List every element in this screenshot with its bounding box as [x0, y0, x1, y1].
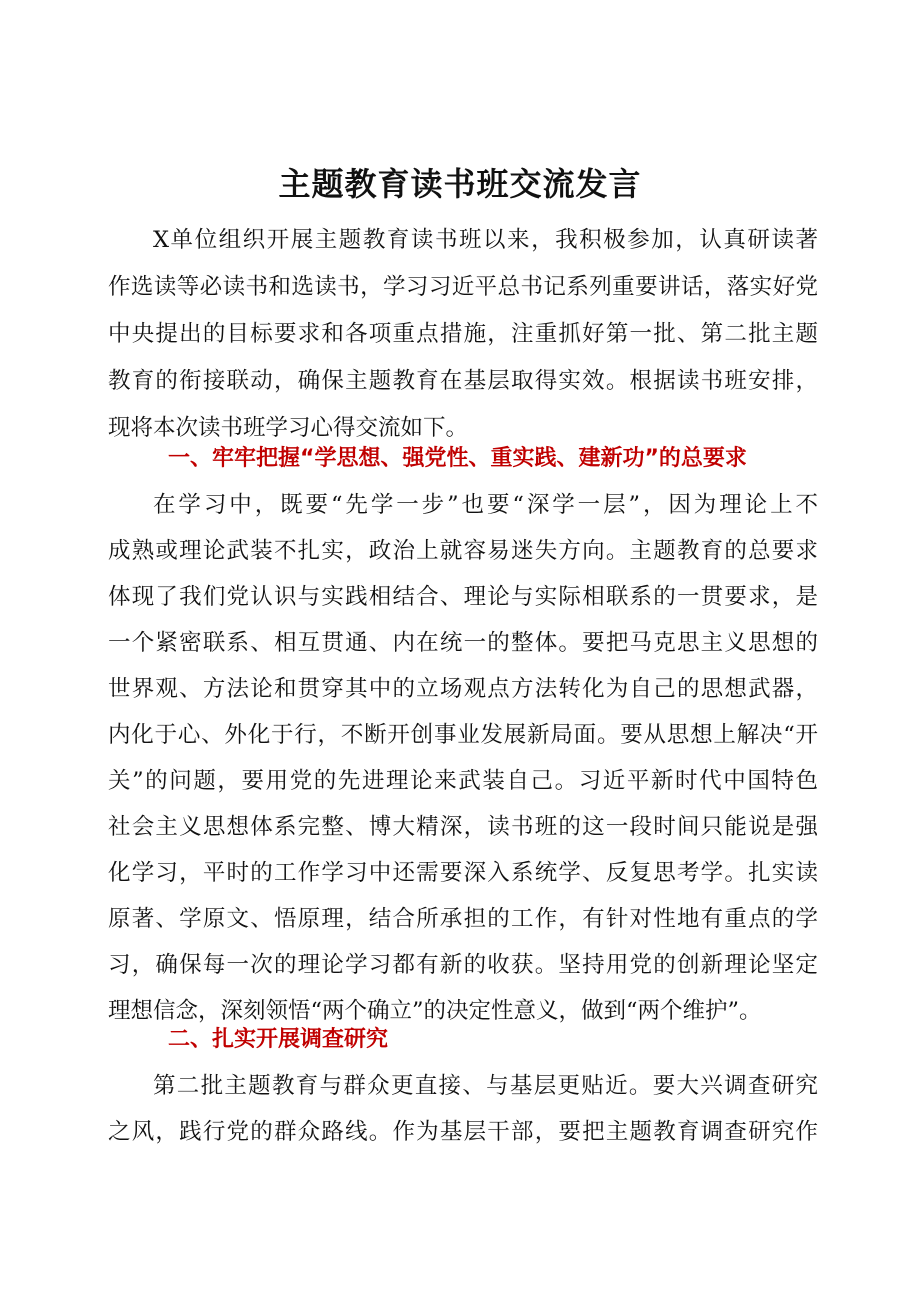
- section-2-paragraph-line: 之风，践行党的群众路线。作为基层干部，要把主题教育调查研究作: [108, 1119, 818, 1145]
- section-1-paragraph-line: 社会主义思想体系完整、博大精深，读书班的这一段时间只能说是强: [108, 814, 818, 840]
- intro-paragraph-line: 现将本次读书班学习心得交流如下。: [108, 415, 469, 441]
- section-2-heading: 二、扎实开展调查研究: [168, 1027, 389, 1052]
- section-1-paragraph-line: 化学习，平时的工作学习中还需要深入系统学、反复思考学。扎实读: [108, 860, 818, 886]
- intro-paragraph-line: X单位组织开展主题教育读书班以来，我积极参加，认真研读著: [153, 227, 818, 253]
- section-1-paragraph-line: 习，确保每一次的理论学习都有新的收获。坚持用党的创新理论坚定: [108, 952, 818, 978]
- section-1-paragraph-line: 成熟或理论武装不扎实，政治上就容易迷失方向。主题教育的总要求: [108, 538, 818, 564]
- section-1-paragraph-line: 理想信念，深刻领悟“两个确立”的决定性意义，做到“两个维护”。: [108, 998, 762, 1024]
- section-1-heading: 一、牢牢把握“学思想、强党性、重实践、建新功”的总要求: [168, 446, 747, 471]
- section-1-paragraph-line: 原著、学原文、悟原理，结合所承担的工作，有针对性地有重点的学: [108, 906, 818, 932]
- section-1-paragraph-line: 在学习中，既要“先学一步”也要“深学一层”，因为理论上不: [153, 492, 818, 518]
- intro-paragraph-line: 中央提出的目标要求和各项重点措施，注重抓好第一批、第二批主题: [108, 321, 818, 347]
- section-1-paragraph-line: 关”的问题，要用党的先进理论来武装自己。习近平新时代中国特色: [108, 768, 818, 794]
- section-1-paragraph-line: 世界观、方法论和贯穿其中的立场观点方法转化为自己的思想武器，: [108, 676, 818, 702]
- intro-paragraph-line: 作选读等必读书和选读书，学习习近平总书记系列重要讲话，落实好党: [108, 274, 818, 300]
- section-1-paragraph-line: 一个紧密联系、相互贯通、内在统一的整体。要把马克思主义思想的: [108, 630, 818, 656]
- section-1-paragraph-line: 体现了我们党认识与实践相结合、理论与实际相联系的一贯要求，是: [108, 584, 818, 610]
- section-2-paragraph-line: 第二批主题教育与群众更直接、与基层更贴近。要大兴调查研究: [153, 1073, 818, 1099]
- section-1-paragraph-line: 内化于心、外化于行，不断开创事业发展新局面。要从思想上解决“开: [108, 722, 818, 748]
- document-title: 主题教育读书班交流发言: [278, 165, 642, 203]
- intro-paragraph-line: 教育的衔接联动，确保主题教育在基层取得实效。根据读书班安排，: [108, 368, 818, 394]
